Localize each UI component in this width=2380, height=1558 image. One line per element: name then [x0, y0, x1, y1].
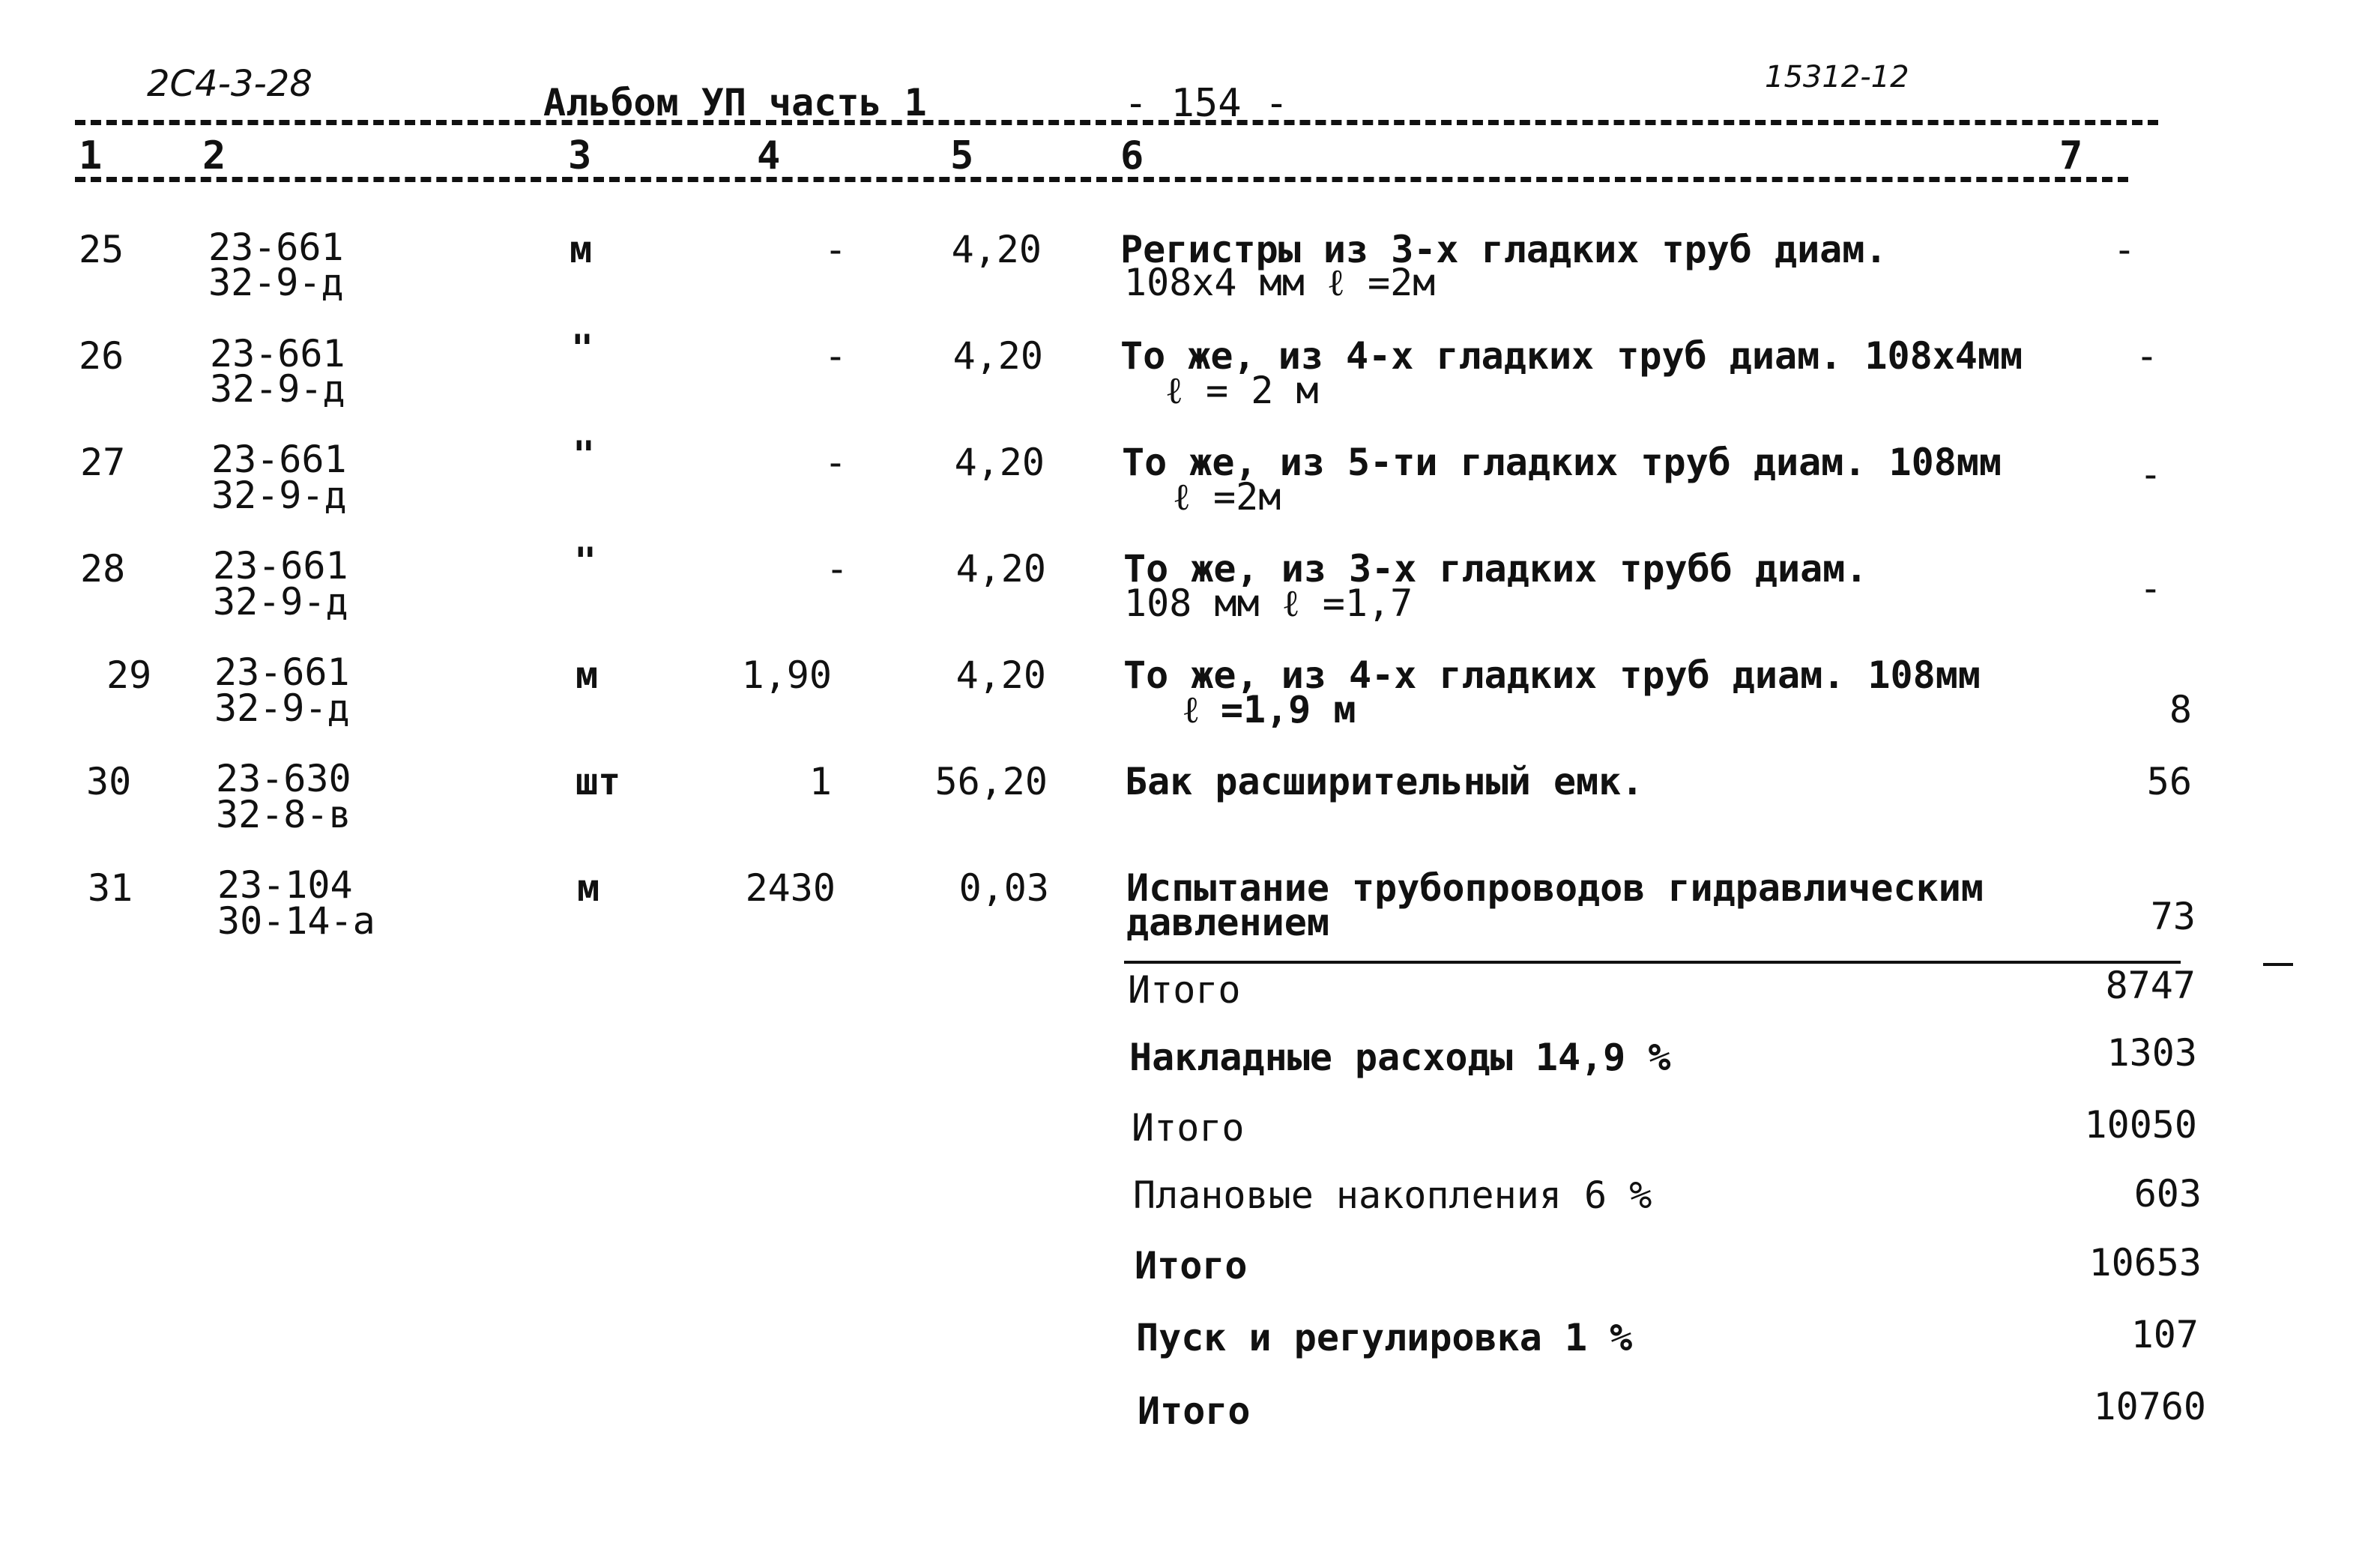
- summary-label: Итого: [1135, 1244, 1248, 1287]
- row-description-2: 108 мм ℓ =1,7: [1124, 582, 1413, 625]
- row-description-1: То же, из 4-х гладких труб диам. 108x4мм: [1120, 334, 2023, 378]
- summary-label: Пуск и регулировка 1 %: [1136, 1316, 1633, 1359]
- row-description-2: 108x4 мм ℓ =2м: [1124, 261, 1436, 304]
- row-code-1: 23-661: [213, 544, 348, 588]
- stamp-number: 15312-12: [1765, 60, 1909, 94]
- row-code-2: 32-8-в: [216, 793, 351, 836]
- row-code-2: 32-9-д: [213, 580, 348, 623]
- row-code-2: 32-9-д: [208, 261, 344, 304]
- summary-value: 10760: [2093, 1385, 2206, 1428]
- row-unit: м: [576, 653, 599, 697]
- header-rule-bottom: [75, 177, 2128, 182]
- row-description-2: давлением: [1126, 901, 1329, 944]
- row-unit: ": [571, 327, 594, 370]
- column-header-4: 4: [757, 133, 781, 178]
- row-code-1: 23-661: [208, 226, 344, 269]
- row-price: 56,20: [934, 760, 1048, 803]
- row-total: -: [2139, 567, 2162, 610]
- row-number: 29: [106, 653, 152, 697]
- row-total: 8: [2169, 688, 2192, 731]
- row-description-1: То же, из 3-х гладких трубб диам.: [1123, 547, 1868, 591]
- row-code-2: 32-9-д: [211, 474, 347, 517]
- row-number: 25: [79, 228, 124, 271]
- column-header-5: 5: [950, 133, 974, 178]
- row-price: 4,20: [955, 547, 1046, 591]
- row-description-1: Регистры из 3-х гладких труб диам.: [1120, 228, 1888, 271]
- row-unit: м: [570, 228, 593, 271]
- row-description-1: То же, из 5-ти гладких труб диам. 108мм: [1122, 441, 2002, 484]
- row-number: 27: [80, 441, 126, 484]
- column-header-7: 7: [2059, 133, 2083, 178]
- row-number: 28: [80, 547, 126, 591]
- row-quantity: 2430: [745, 866, 836, 910]
- row-total: -: [2139, 453, 2162, 496]
- summary-label: Накладные расходы 14,9 %: [1129, 1036, 1671, 1079]
- row-unit: шт: [576, 760, 621, 803]
- summary-label: Плановые накопления 6 %: [1133, 1174, 1652, 1217]
- page-number: - 154 -: [1124, 81, 1289, 126]
- row-price: 4,20: [954, 441, 1045, 484]
- row-description-1: Испытание трубопроводов гидравлическим: [1126, 866, 1984, 910]
- row-quantity: 1,90: [741, 653, 832, 697]
- row-code-1: 23-661: [210, 332, 345, 375]
- row-description-2: ℓ = 2 м: [1165, 369, 1319, 412]
- row-description-2: ℓ =1,9 м: [1184, 688, 1356, 731]
- header-rule-top: [75, 120, 2158, 125]
- row-price: 4,20: [952, 334, 1043, 378]
- summary-value: 603: [2133, 1172, 2202, 1216]
- row-quantity: -: [824, 228, 847, 271]
- row-code-2: 32-9-д: [214, 686, 350, 730]
- document-code: 2С4-3-28: [147, 63, 312, 105]
- summary-value: 1303: [2106, 1031, 2197, 1075]
- row-code-2: 32-9-д: [210, 367, 345, 411]
- row-price: 4,20: [955, 653, 1046, 697]
- row-code-1: 23-104: [217, 863, 353, 907]
- row-quantity: 1: [809, 760, 832, 803]
- row-quantity: -: [825, 547, 848, 591]
- row-description-1: То же, из 4-х гладких труб диам. 108мм: [1123, 653, 1981, 697]
- row-code-1: 23-661: [211, 438, 347, 481]
- row-description-2: ℓ =2м: [1173, 475, 1281, 519]
- album-title: Альбом УП часть 1: [543, 81, 927, 124]
- row-number: 30: [86, 760, 132, 803]
- column-header-1: 1: [79, 133, 103, 178]
- column-header-3: 3: [568, 133, 592, 178]
- row-number: 26: [79, 334, 124, 378]
- row-code-1: 23-630: [216, 757, 351, 800]
- row-number: 31: [88, 866, 133, 910]
- column-header-2: 2: [202, 133, 226, 178]
- row-description-1: Бак расширительный емк.: [1125, 760, 1644, 803]
- row-quantity: -: [824, 334, 847, 378]
- summary-value: 107: [2130, 1313, 2199, 1356]
- summary-label: Итого: [1138, 1389, 1251, 1433]
- summary-rule: [1124, 961, 2181, 964]
- row-total: 56: [2146, 760, 2192, 803]
- row-unit: ": [573, 433, 596, 477]
- column-header-6: 6: [1120, 133, 1144, 178]
- row-price: 4,20: [951, 228, 1042, 271]
- row-unit: ": [574, 540, 597, 583]
- summary-value: 8747: [2105, 964, 2196, 1007]
- row-total: -: [2135, 334, 2158, 378]
- row-total: -: [2112, 228, 2136, 271]
- row-code-1: 23-661: [214, 650, 350, 694]
- row-total: 73: [2150, 895, 2196, 938]
- summary-value: 10653: [2088, 1241, 2202, 1284]
- row-code-2: 30-14-а: [217, 899, 375, 943]
- row-unit: м: [577, 866, 600, 910]
- summary-rule-tail: [2263, 963, 2293, 966]
- row-price: 0,03: [958, 866, 1049, 910]
- summary-value: 10050: [2084, 1103, 2197, 1147]
- row-quantity: -: [824, 441, 847, 484]
- summary-label: Итого: [1132, 1106, 1245, 1150]
- summary-label: Итого: [1128, 968, 1241, 1012]
